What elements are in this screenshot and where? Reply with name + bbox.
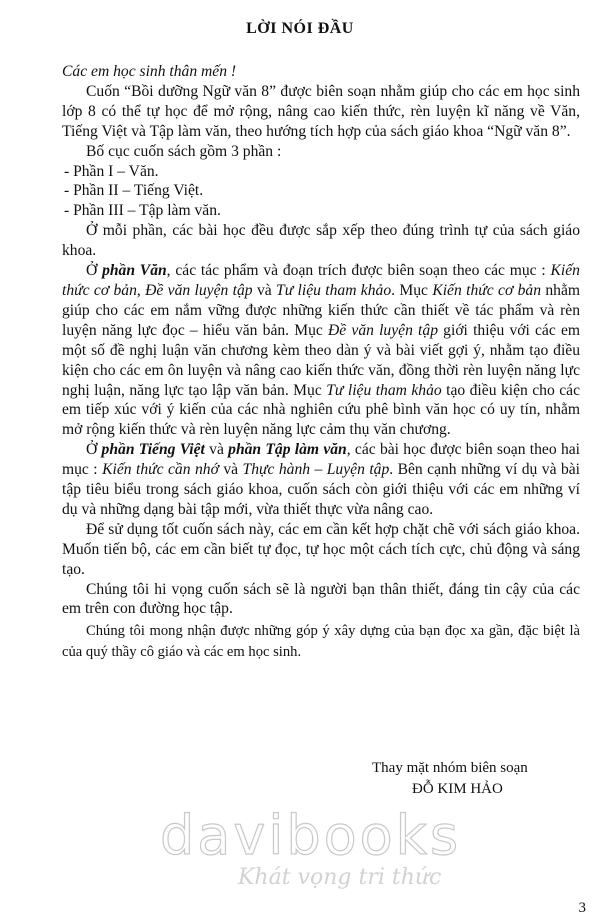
text-run: Ở bbox=[86, 262, 103, 280]
emphasis-kien-thuc: Kiến thức cơ bản bbox=[62, 262, 580, 299]
emphasis-de-van: Đề văn luyện tập bbox=[145, 281, 253, 299]
part-item-1: - Phần I – Văn. bbox=[64, 162, 159, 180]
emphasis-de-van: Đề văn luyện tập bbox=[328, 321, 438, 339]
text-run: nhằm giúp cho các em nắm vững được những kiến thức cần thiết về tác phẩm và rèn luyện năng lực đọc – hiểu văn bản. Mục bbox=[62, 281, 581, 339]
publisher-watermark bbox=[160, 806, 460, 896]
signature-role: Thay mặt nhóm biên soạn bbox=[372, 760, 528, 776]
text-run: . Mục bbox=[391, 281, 433, 299]
text-run: tạo điều kiện cho các em tiếp xúc với ý kiến của các nhà nghiên cứu phê bình văn học có uy tín, nhằm mở rộng kiến thức và rèn luyện năng lực cảm thụ văn chương. bbox=[62, 381, 580, 439]
text-run: và bbox=[204, 441, 229, 459]
greeting: Các em học sinh thân mến ! bbox=[62, 63, 237, 80]
paragraph-literature bbox=[62, 261, 580, 440]
watermark-logo: davibooks bbox=[160, 804, 462, 867]
text-run: giới thiệu với các em một số đề nghị luận văn chương kèm theo dàn ý và bài viết gợi ý, nhằm tạo điều kiện cho các em ôn luyện và nâng cao kiến thức văn, đồng thời rèn luyện năng lực nghị luận, năng lực tạo lập văn bản. Mục bbox=[62, 321, 581, 399]
text-run: và bbox=[252, 281, 277, 299]
emphasis-phan-van: phần Văn bbox=[102, 262, 167, 280]
paragraph-feedback: Chúng tôi mong nhận được những góp ý xây dựng của bạn đọc xa gần, đặc biệt là của quý thầy cô giáo và các em học sinh. bbox=[62, 623, 580, 661]
page-number: 3 bbox=[578, 900, 586, 916]
text-run: và bbox=[218, 461, 243, 479]
emphasis-kien-thuc: Kiến thức cơ bản bbox=[432, 281, 542, 299]
part-item-3: - Phần III – Tập làm văn. bbox=[64, 202, 221, 220]
paragraph-language bbox=[62, 440, 580, 520]
preface-body bbox=[62, 62, 580, 663]
emphasis-tu-lieu: Tư liệu tham khảo bbox=[276, 281, 392, 299]
text-run: Ở bbox=[86, 441, 102, 459]
part-item-2: - Phần II – Tiếng Việt. bbox=[64, 182, 204, 200]
watermark-tagline: Khát vọng tri thức bbox=[238, 865, 442, 890]
paragraph-usage: Để sử dụng tốt cuốn sách này, các em cần kết hợp chặt chẽ với sách giáo khoa. Muốn tiến bộ, các em cần biết tự đọc, tự học một cách tích cực, chủ động và sáng tạo. bbox=[62, 520, 580, 578]
emphasis-tu-lieu: Tư liệu tham khảo bbox=[326, 381, 442, 399]
signature-name: ĐỖ KIM HẢO bbox=[412, 781, 503, 797]
signature-block bbox=[372, 758, 592, 800]
text-run: , bbox=[136, 281, 146, 299]
paragraph-hope: Chúng tôi hi vọng cuốn sách sẽ là người bạn thân thiết, đáng tin cậy của các em trên con đường học tập. bbox=[62, 580, 580, 618]
text-run: . Bên cạnh những ví dụ và bài tập tiêu biểu trong sách giáo khoa, cuốn sách còn giới thiệu với các em những ví dụ và những dạng bài tập mới, vừa thiết thực vừa nâng cao. bbox=[62, 461, 581, 518]
structure-intro: Bố cục cuốn sách gồm 3 phần : bbox=[86, 142, 282, 160]
paragraph-order: Ở mỗi phần, các bài học đều được sắp xếp theo đúng trình tự của sách giáo khoa. bbox=[62, 222, 580, 260]
emphasis-phan-tieng-viet: phần Tiếng Việt bbox=[101, 441, 205, 459]
emphasis-thuc-hanh: Thực hành – Luyện tập bbox=[242, 461, 390, 479]
paragraph-intro: Cuốn “Bồi dưỡng Ngữ văn 8” được biên soạn nhằm giúp cho các em học sinh lớp 8 có thể tự học để mở rộng, nâng cao kiến thức, rèn luyện kĩ năng về Văn, Tiếng Việt và Tập làm văn, theo hướng tích hợp của sách giáo khoa “Ngữ văn 8”. bbox=[62, 82, 580, 140]
text-run: , các tác phẩm và đoạn trích được biên soạn theo các mục : bbox=[166, 262, 551, 280]
text-run: , các bài học được biên soạn theo hai mục : bbox=[62, 441, 580, 479]
page-title: LỜI NÓI ĐẦU bbox=[246, 20, 354, 37]
emphasis-kien-thuc-can-nho: Kiến thức cần nhớ bbox=[102, 461, 219, 479]
emphasis-phan-tap-lam-van: phần Tập làm văn bbox=[228, 441, 347, 459]
